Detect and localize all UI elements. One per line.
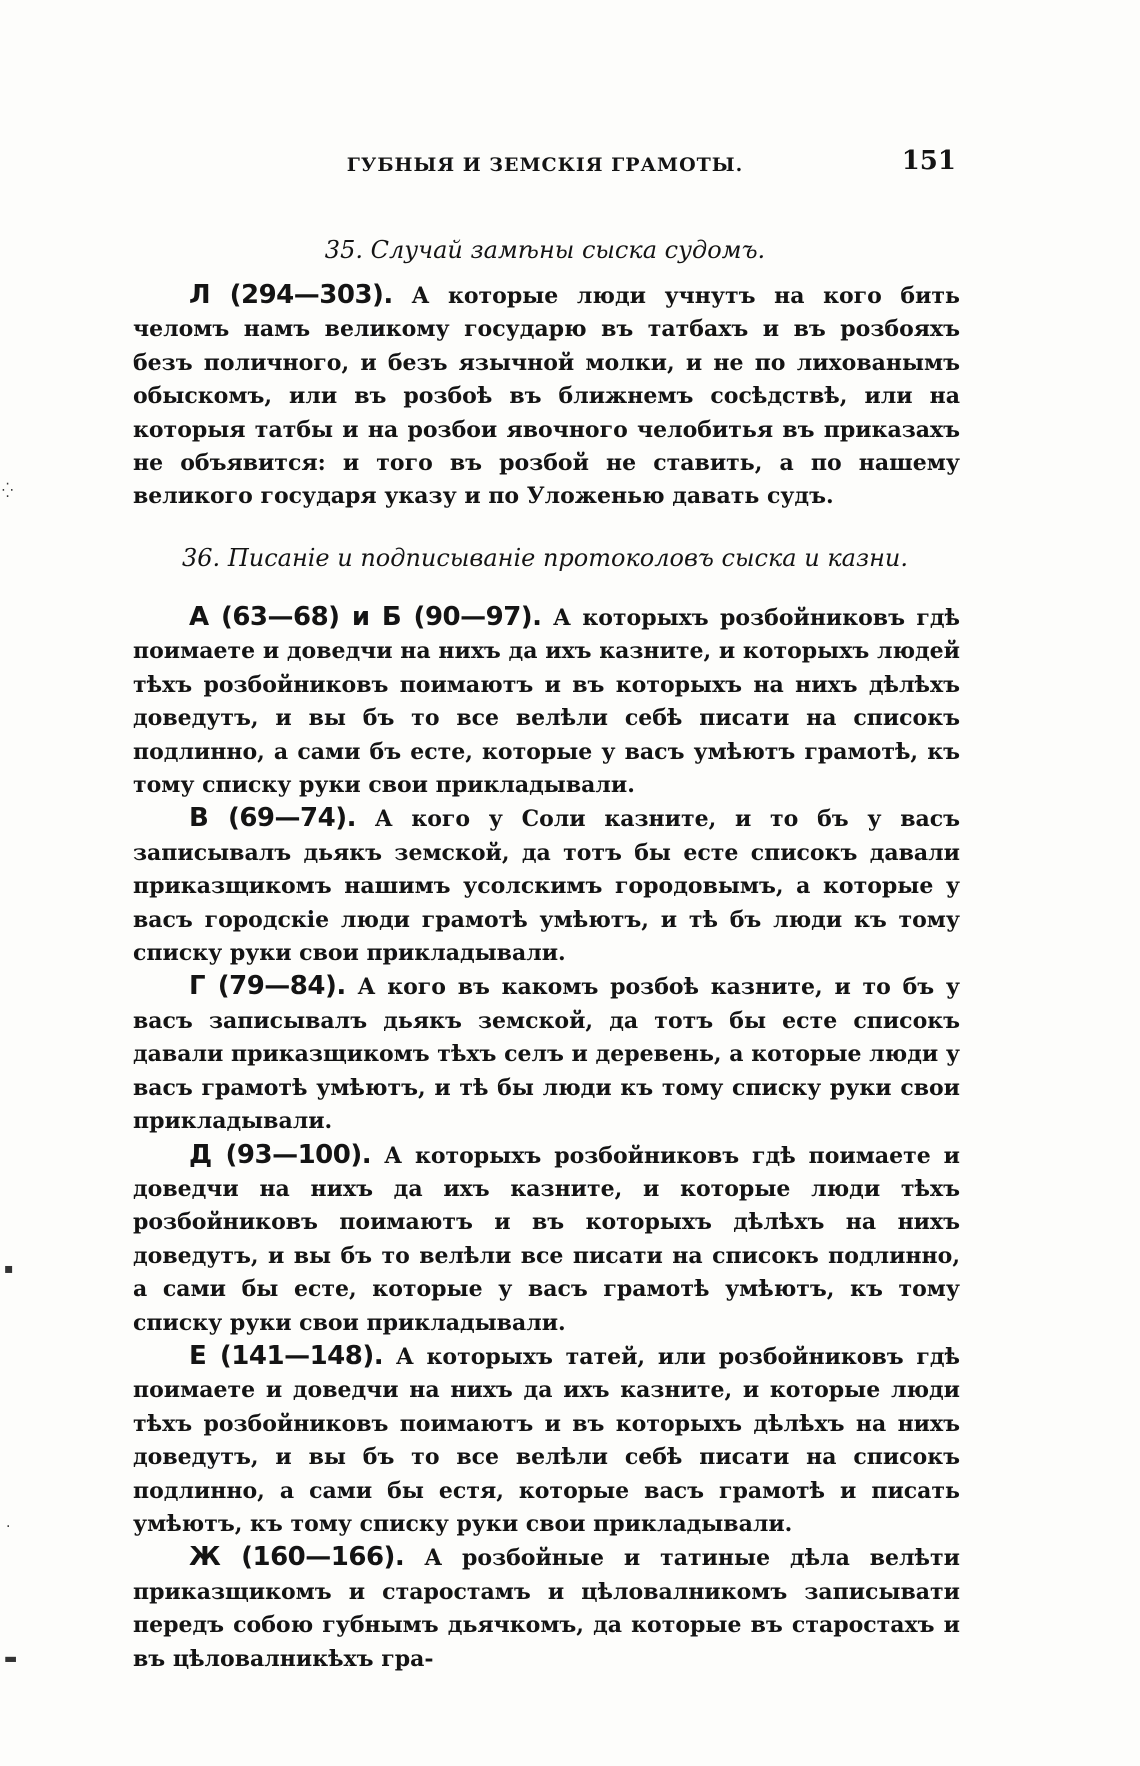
siglum-G: Г (79—84). (189, 971, 346, 1002)
paragraph-text: А розбойные и татиные дѣла велѣти приказщикомъ и старостамъ и цѣловалникомъ записывати передъ собою губнымъ дьячкомъ, да которые въ старостахъ и въ цѣловалникѣхъ гра- (133, 1545, 960, 1672)
paragraph-text: А которые люди учнутъ на кого бить челомъ намъ великому государю въ татбахъ и въ розбояхъ безъ поличного, и безъ язычной молки, и не по лихованымъ обыскомъ, или въ розбоѣ въ ближнемъ сосѣдствѣ, или на которыя татбы и на розбои явочного челобитья въ приказахъ не объявится: и того въ розбой не ставить, а по нашему великого государя указу и по Уложенью давать судъ. (133, 283, 960, 510)
paragraph-D (133, 1139, 960, 1340)
scan-speck: ⁛ (2, 483, 14, 499)
paragraph-text: А кого въ какомъ розбоѣ казните, и то бъ у васъ записывалъ дьякъ земской, да тотъ бы есте списокъ давали приказщикомъ тѣхъ селъ и деревень, а которые люди у васъ грамотѣ умѣютъ, и тѣ бы люди къ тому списку руки свои прикладывали. (133, 974, 961, 1135)
paragraph-text: А которыхъ розбойниковъ гдѣ поимаете и доведчи на нихъ да ихъ казните, и которыхъ людей тѣхъ розбойниковъ поимаютъ и въ которыхъ на нихъ дѣлѣхъ доведутъ, и вы бъ то все велѣли себѣ писати на списокъ подлинно, а сами бъ есте, которые у васъ умѣютъ грамотѣ, къ тому списку руки свои прикладывали. (133, 605, 960, 799)
running-title: ГУБНЫЯ И ЗЕМСКІЯ ГРАМОТЫ. (346, 154, 744, 176)
paragraph-Zh (133, 1541, 960, 1676)
scan-speck: ▪ (4, 1261, 14, 1277)
section-36-title: 36. Писаніе и подписываніе протоколовъ сыска и казни. (182, 544, 908, 572)
section-35-body (133, 279, 960, 514)
siglum-D: Д (93—100). (189, 1139, 372, 1170)
scan-speck: · (6, 1519, 11, 1535)
paragraph-G (133, 970, 960, 1138)
siglum-E: Е (141—148). (189, 1340, 384, 1371)
siglum-A-B: А (63—68) и Б (90—97). (189, 602, 542, 632)
paragraph-V (133, 802, 960, 970)
section-36-body (133, 601, 960, 1676)
section-35-title: 35. Случай замѣны сыска судомъ. (324, 236, 766, 264)
page-number: 151 (901, 146, 956, 176)
siglum-Zh: Ж (160—166). (189, 1542, 405, 1573)
paragraph-A-B (133, 601, 960, 802)
paragraph-E (133, 1340, 960, 1541)
siglum-L: Л (294—303). (189, 280, 393, 310)
paragraph-text: А которыхъ татей, или розбойниковъ гдѣ поимаете и доведчи на нихъ да ихъ казните, и которые люди тѣхъ розбойниковъ поимаютъ и въ которыхъ дѣлѣхъ на нихъ доведутъ, и вы бъ то все велѣли себѣ писати на списокъ подлинно, а сами бы естя, которые васъ грамотѣ и писать умѣютъ, къ тому списку руки свои прикладывали. (133, 1343, 961, 1537)
page-header (130, 146, 960, 186)
siglum-V: В (69—74). (189, 803, 356, 834)
scan-speck: ▬ (4, 1651, 18, 1667)
paragraph-text: А которыхъ розбойниковъ гдѣ поимаете и доведчи на нихъ да ихъ казните, и которые люди тѣхъ розбойниковъ поимаютъ и въ которыхъ дѣлѣхъ на нихъ доведутъ, и вы бъ то велѣли все писати на списокъ подлинно, а сами бы есте, которые у васъ грамотѣ умѣютъ, къ тому списку руки свои прикладывали. (133, 1142, 960, 1336)
paragraph-L (133, 279, 960, 514)
paragraph-text: А кого у Соли казните, и то бъ у васъ записывалъ дьякъ земской, да тотъ бы есте списокъ давали приказщикомъ нашимъ усолскимъ городовымъ, а которые у васъ городскіе люди грамотѣ умѣютъ, и тѣ бъ люди къ тому списку руки свои прикладывали. (133, 806, 961, 967)
